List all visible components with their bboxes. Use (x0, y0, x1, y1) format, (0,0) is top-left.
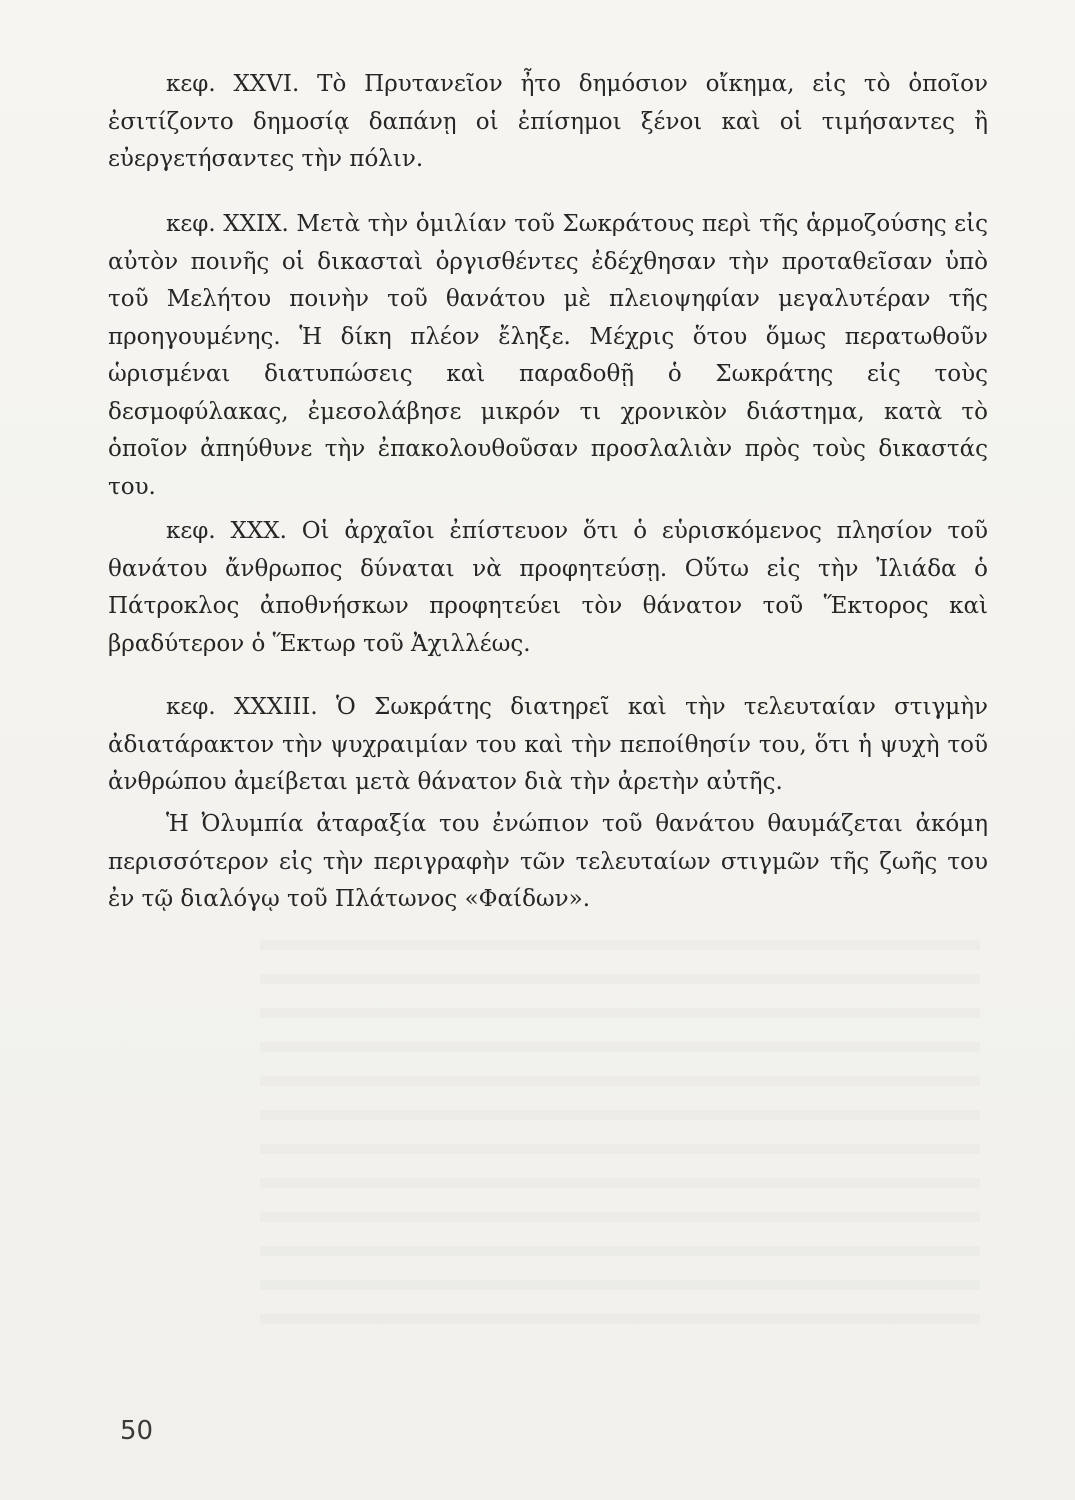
show-through-text (260, 920, 980, 1340)
note-chapter-30: κεφ. XXX. Οἱ ἀρχαῖοι ἐπίστευον ὅτι ὁ εὑρισκόμενος πλησίον τοῦ θανάτου ἄνθρωπος δύναται νὰ προφητεύσῃ. Οὕτω εἰς τὴν Ἰλιάδα ὁ Πάτροκλος ἀποθνήσκων προφητεύει τὸν θάνατον τοῦ Ἕκτορος καὶ βραδύτερον ὁ Ἕκτωρ τοῦ Ἀχιλλέως. (108, 518, 988, 657)
note-olympian-calm: Ἡ Ὀλυμπία ἀταραξία του ἐνώπιον τοῦ θανάτου θαυμάζεται ἀκόμη περισσότερον εἰς τὴν περιγραφὴν τῶν τελευταίων στιγμῶν τῆς ζωῆς του ἐν τῷ διαλόγῳ τοῦ Πλάτωνος «Φαίδων». (108, 811, 988, 912)
note-chapter-33: κεφ. XXXIII. Ὁ Σωκράτης διατηρεῖ καὶ τὴν τελευταίαν στιγμὴν ἀδιατάρακτον τὴν ψυχραιμίαν του καὶ τὴν πεποίθησίν του, ὅτι ἡ ψυχὴ τοῦ ἀνθρώπου ἀμείβεται μετὰ θάνατον διὰ τὴν ἀρετὴν αὐτῆς. (108, 694, 988, 795)
page-number: 50 (120, 1416, 154, 1446)
note-chapter-29: κεφ. XXIX. Μετὰ τὴν ὁμιλίαν τοῦ Σωκράτους περὶ τῆς ἁρμοζούσης εἰς αὐτὸν ποινῆς οἱ δικασταὶ ὀργισθέντες ἐδέχθησαν τὴν προταθεῖσαν ὑπὸ τοῦ Μελήτου ποινὴν τοῦ θανάτου μὲ πλειοψηφίαν μεγαλυτέραν τῆς προηγουμένης. Ἡ δίκη πλέον ἔληξε. Μέχρις ὅτου ὅμως περατωθοῦν ὡρισμέναι διατυπώσεις καὶ παραδοθῇ ὁ Σωκράτης εἰς τοὺς δεσμοφύλακας, ἐμεσολάβησε μικρόν τι χρονικὸν διάστημα, κατὰ τὸ ὁποῖον ἀπηύθυνε τὴν ἐπακολουθοῦσαν προσλαλιὰν πρὸς τοὺς δικαστάς του. (108, 211, 988, 500)
note-chapter-26: κεφ. XXVI. Τὸ Πρυτανεῖον ἦτο δημόσιον οἴκημα, εἰς τὸ ὁποῖον ἐσιτίζοντο δημοσίᾳ δαπάνῃ οἱ ἐπίσημοι ξένοι καὶ οἱ τιμήσαντες ἢ εὐεργετήσαντες τὴν πόλιν. (108, 71, 988, 172)
